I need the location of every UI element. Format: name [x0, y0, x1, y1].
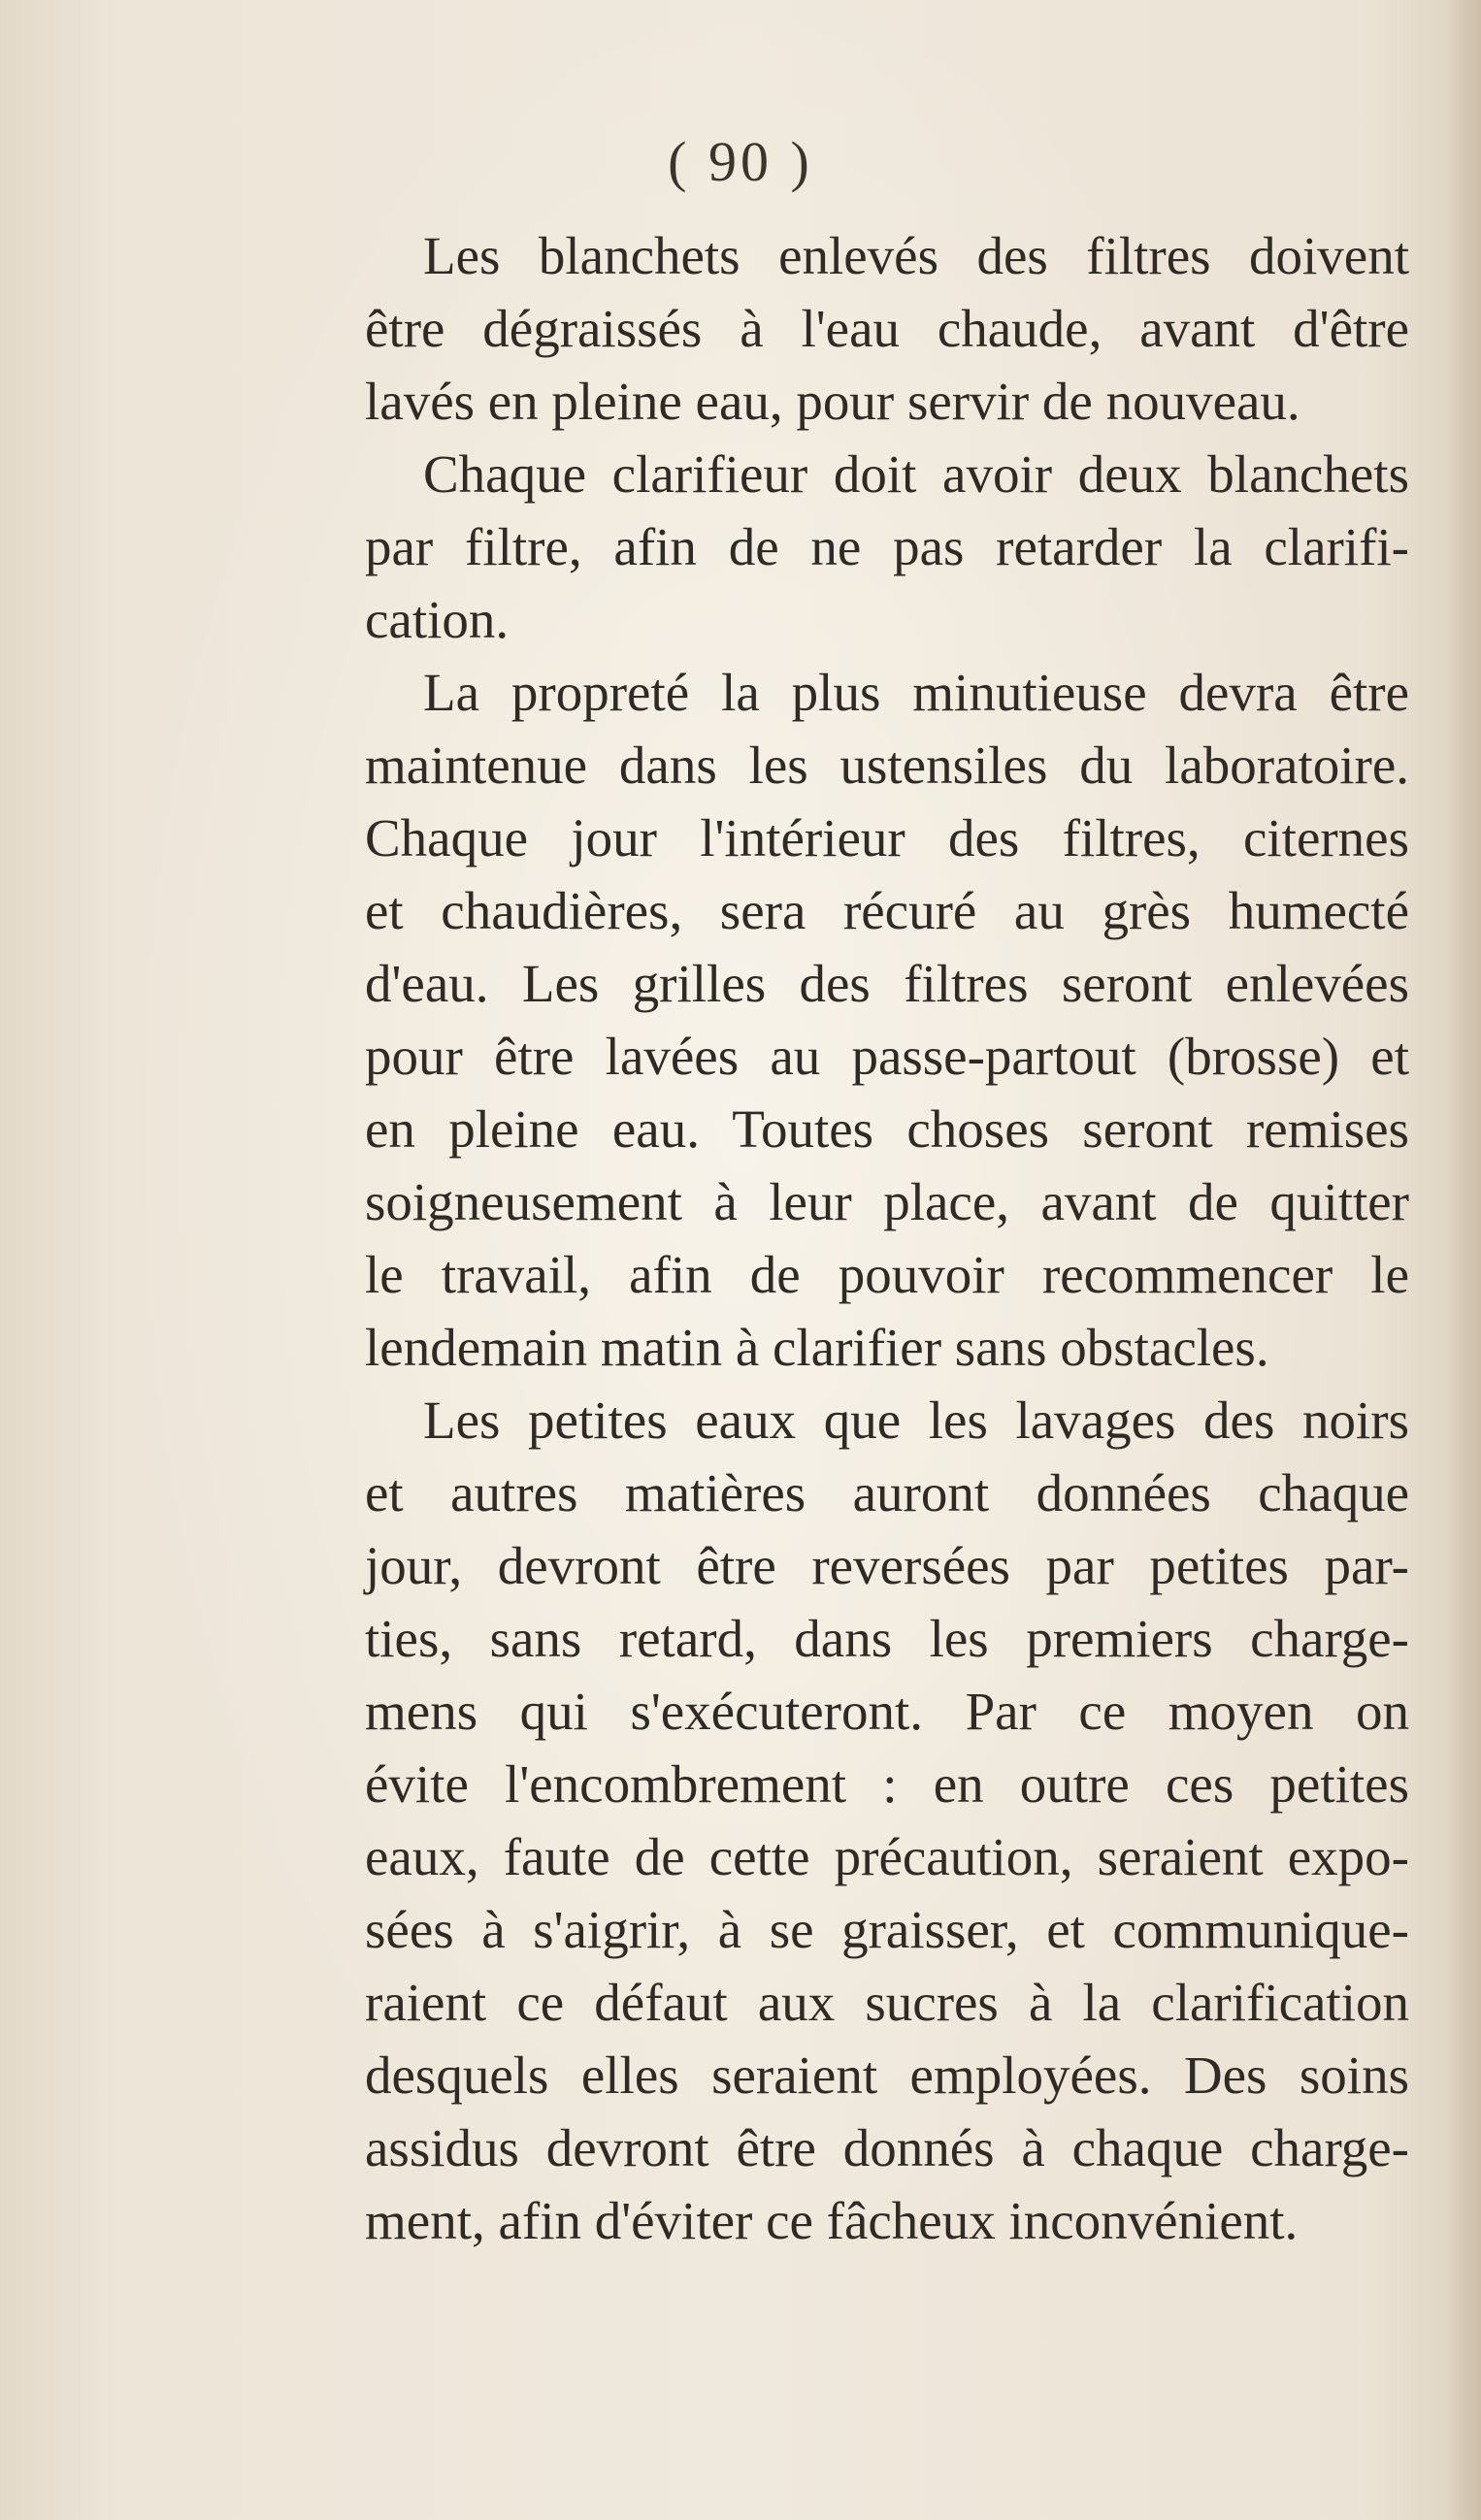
text-line: raient ce défaut aux sucres à la clarification — [365, 1973, 1409, 2032]
text-line: sées à s'aigrir, à se graisser, et communique- — [365, 1900, 1409, 1959]
text-line: pour être lavées au passe-partout (brosse) et — [365, 1027, 1409, 1086]
text-line: et autres matières auront données chaque — [365, 1463, 1409, 1522]
text-line: ment, afin d'éviter ce fâcheux inconvénient. — [365, 2191, 1299, 2250]
text-line: lavés en pleine eau, pour servir de nouveau. — [365, 372, 1300, 431]
page-number: ( 90 ) — [668, 130, 813, 193]
text-line: évite l'encombrement : en outre ces petites — [365, 1754, 1409, 1814]
paragraph-small-waters — [365, 1384, 1409, 2257]
text-line: Chaque jour l'intérieur des filtres, citernes — [365, 808, 1409, 867]
text-line: en pleine eau. Toutes choses seront remises — [365, 1099, 1409, 1159]
paragraph-blanchets-cleaning — [365, 219, 1409, 438]
text-line: Les blanchets enlevés des filtres doivent — [423, 226, 1409, 285]
text-line: Chaque clarifieur doit avoir deux blanchets — [423, 444, 1409, 504]
text-line: Les petites eaux que les lavages des noirs — [423, 1391, 1409, 1450]
text-line: La propreté la plus minutieuse devra être — [423, 663, 1409, 722]
text-line: par filtre, afin de ne pas retarder la clarifi- — [365, 517, 1409, 576]
text-line: ties, sans retard, dans les premiers charge- — [365, 1609, 1409, 1668]
text-line: le travail, afin de pouvoir recommencer le — [365, 1245, 1409, 1304]
text-line: soigneusement à leur place, avant de quitter — [365, 1172, 1409, 1231]
paragraph-clarifier-blanchets — [365, 438, 1409, 656]
text-line: cation. — [365, 590, 510, 649]
text-line: jour, devront être reversées par petites par- — [365, 1536, 1409, 1595]
text-line: mens qui s'exécuteront. Par ce moyen on — [365, 1682, 1409, 1741]
paragraph-cleanliness — [365, 656, 1409, 1384]
text-line: d'eau. Les grilles des filtres seront enlevées — [365, 954, 1409, 1013]
page-body — [365, 219, 1409, 2257]
text-line: lendemain matin à clarifier sans obstacles. — [365, 1318, 1269, 1377]
text-line: être dégraissés à l'eau chaude, avant d'être — [365, 299, 1409, 358]
text-line: assidus devront être donnés à chaque charge- — [365, 2118, 1409, 2177]
text-line: et chaudières, sera récuré au grès humecté — [365, 881, 1409, 940]
text-line: maintenue dans les ustensiles du laboratoire. — [365, 736, 1409, 795]
text-line: eaux, faute de cette précaution, seraient expo- — [365, 1827, 1409, 1886]
text-line: desquels elles seraient employées. Des soins — [365, 2045, 1409, 2105]
